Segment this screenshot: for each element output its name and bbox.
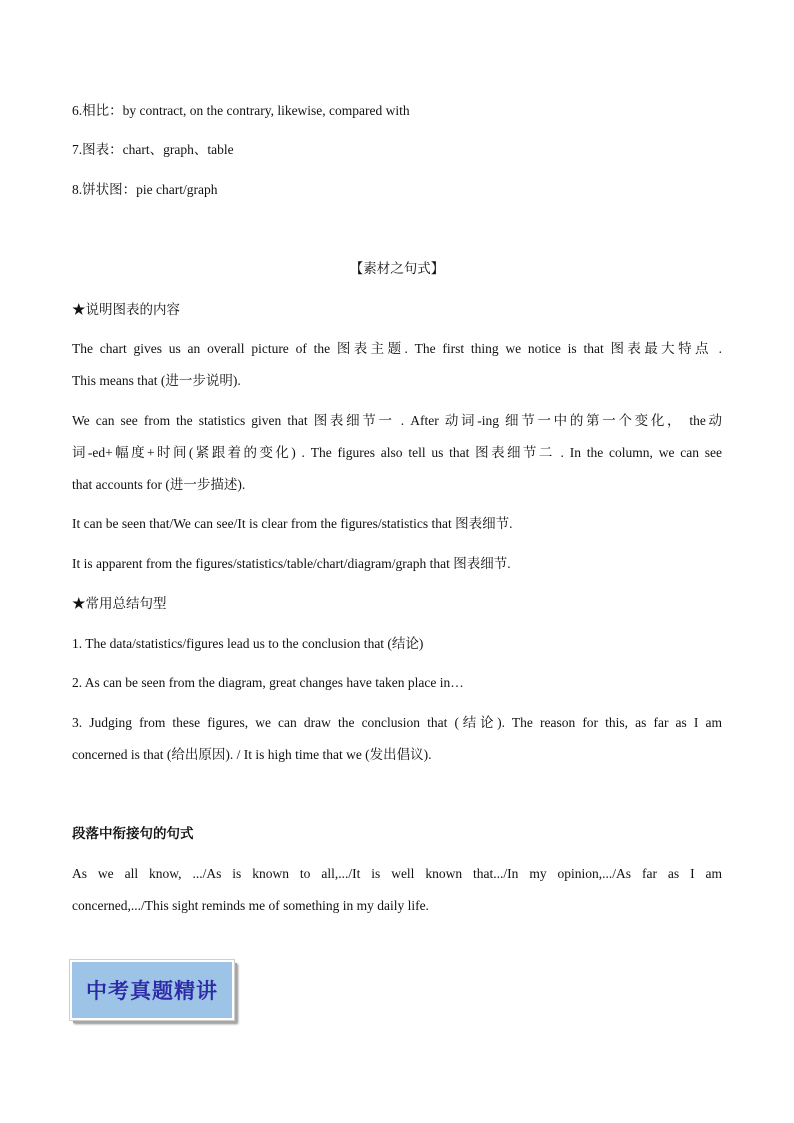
section-title: 【素材之句式】: [349, 261, 445, 276]
p1-seg-4: .: [718, 341, 723, 356]
p1-seg-3: 图表最大特点: [610, 341, 712, 356]
summary-item-3-line-1: 3. Judging from these figures, we can draw the conclusion that (结论). The reason for this, as far as I am: [72, 715, 722, 730]
transition-line-2: concerned,.../This sight reminds me of something in my daily life.: [72, 898, 429, 913]
line-item-7: 7.图表：chart、graph、table: [72, 142, 234, 157]
p2-seg-3: . After: [400, 413, 439, 428]
p2-seg-4: 动词-ing: [444, 413, 499, 428]
p1-seg-1: The chart gives us an overall picture of the: [72, 341, 331, 356]
p2-seg-5: 细节一中的第一个变化，: [505, 413, 684, 428]
paragraph-3: It can be seen that/We can see/It is clear from the figures/statistics that 图表细节.: [72, 516, 513, 531]
summary-item-2: 2. As can be seen from the diagram, great changes have taken place in…: [72, 675, 464, 690]
bold-heading-transition: 段落中衔接句的句式: [72, 826, 194, 841]
banner-label: 中考真题精讲: [86, 979, 218, 1003]
star-heading-summary: ★常用总结句型: [72, 596, 167, 611]
summary-item-1: 1. The data/statistics/figures lead us to the conclusion that (结论): [72, 636, 424, 651]
paragraph-1-line-1: [72, 339, 722, 359]
p2-seg-6: the动: [689, 413, 723, 428]
banner-box: [70, 960, 234, 1020]
line-item-8: 8.饼状图：pie chart/graph: [72, 182, 218, 197]
p1-seg-2: 图表主题. The first thing we notice is that: [336, 341, 604, 356]
paragraph-1-line-2: This means that (进一步说明).: [72, 373, 241, 388]
paragraph-4: It is apparent from the figures/statistics/table/chart/diagram/graph that 图表细节.: [72, 556, 511, 571]
paragraph-2-line-1: [72, 411, 722, 431]
line-item-6: 6.相比：by contract, on the contrary, likewise, compared with: [72, 103, 410, 118]
paragraph-2-line-3: that accounts for (进一步描述).: [72, 477, 246, 492]
summary-item-3-line-2: concerned is that (给出原因). / It is high time that we (发出倡议).: [72, 747, 432, 762]
paragraph-2-line-2: 词-ed+幅度+时间(紧跟着的变化) . The figures also tell us that 图表细节二 . In the column, we can see: [72, 445, 722, 460]
p2-seg-2: 图表细节一: [313, 413, 395, 428]
p2-seg-1: We can see from the statistics given that: [72, 413, 308, 428]
star-heading-chart-content: ★说明图表的内容: [72, 302, 180, 317]
transition-line-1: As we all know, .../As is known to all,.../It is well known that.../In my opinion,.../As far as I am: [72, 866, 722, 881]
